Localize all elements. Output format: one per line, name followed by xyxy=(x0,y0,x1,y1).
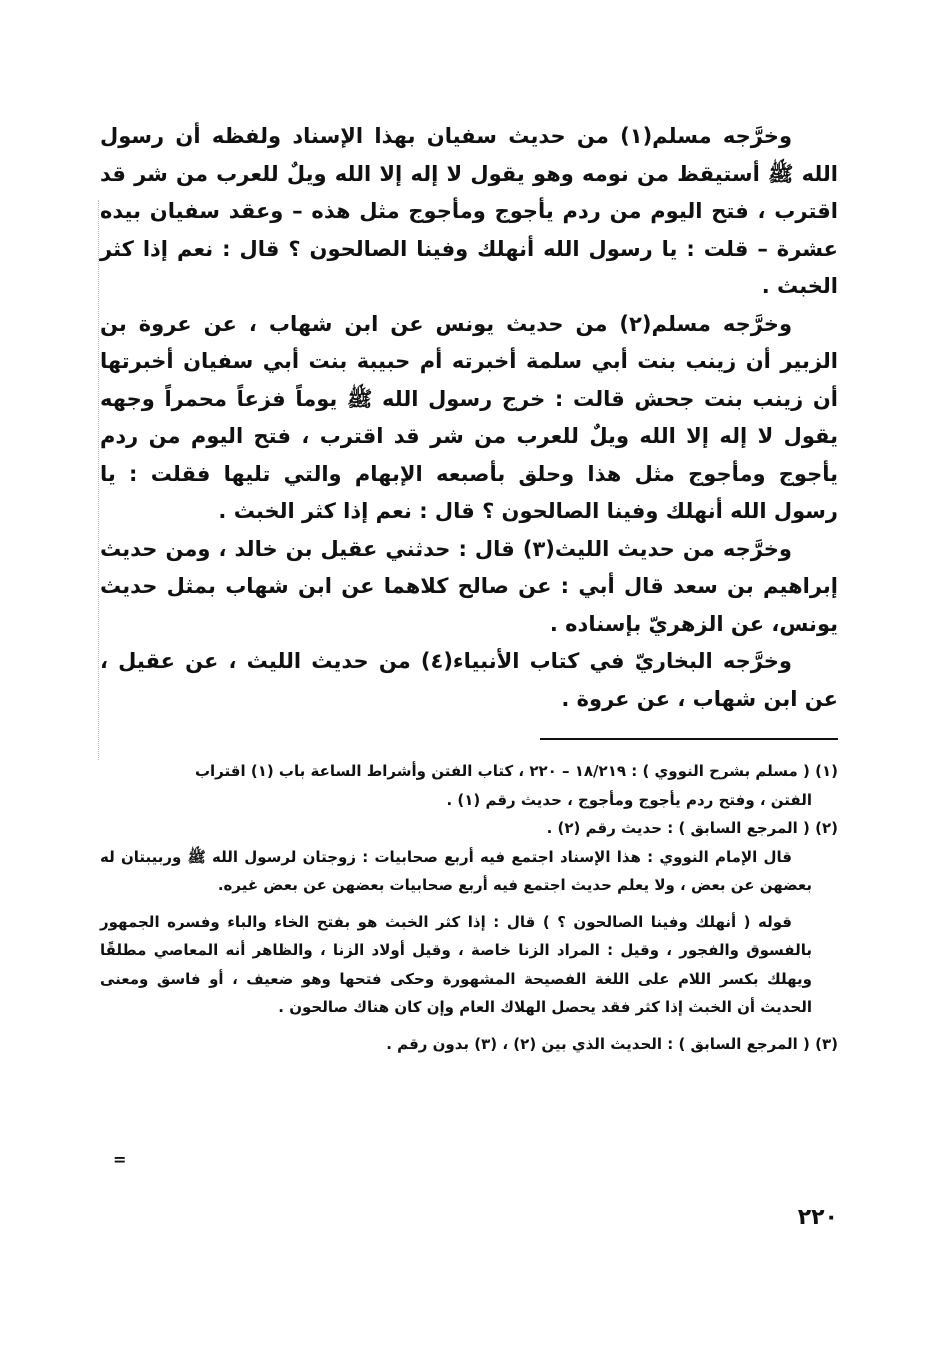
page-number: ٢٢٠ xyxy=(797,1205,838,1230)
footnotes-block xyxy=(100,757,838,1058)
footnote-2-commentary-2: قوله ( أنهلك وفينا الصالحون ؟ ) قال : إذا كثر الخبث هو بفتح الخاء والباء وفسره الجمهور بالفسوق والفجور ، وقيل : المراد الزنا خاصة ، وقيل أولاد الزنا ، والظاهر أنه المعاصي مطلقًا ويهلك بكسر اللام على اللغة الفصيحة المشهورة وحكى فتحها وهو ضعيف ، أو فاسق ومعنى الحديث أن الخبث إذا كثر فقد يحصل الهلاك العام وإن كان هناك صالحون . xyxy=(100,912,812,1016)
footnote-2-commentary-1: قال الإمام النووي : هذا الإسناد اجتمع فيه أربع صحابيات : زوجتان لرسول الله ﷺ وربيبتان له بعضهن عن بعض ، ولا يعلم حديث اجتمع فيه أربع صحابيات بعضهن عن بعض غيره. xyxy=(100,847,812,894)
footnote-2: (٢) ( المرجع السابق ) : حديث رقم (٢) . xyxy=(546,819,838,837)
footnote-separator-rule xyxy=(540,738,838,740)
footnote-1: (١) ( مسلم بشرح النووي ) : ١٨/٢١٩ – ٢٢٠ ، كتاب الفتن وأشراط الساعة باب (١) اقتراب xyxy=(194,762,838,780)
paragraph-3: وخرَّجه من حديث الليث(٣) قال : حدثني عقيل بن خالد ، ومن حديث إبراهيم بن سعد قال أبي : عن صالح كلاهما عن ابن شهاب بمثل حديث يونس، عن الزهريّ بإسناده . xyxy=(100,536,838,636)
main-text-body xyxy=(100,118,838,718)
paragraph-4: وخرَّجه البخاريّ في كتاب الأنبياء(٤) من حديث الليث ، عن عقيل ، عن ابن شهاب ، عن عروة . xyxy=(100,649,838,711)
paragraph-1: وخرَّجه مسلم(١) من حديث سفيان بهذا الإسناد ولفظه أن رسول الله ﷺ أستيقظ من نومه وهو يقول لا إله إلا الله ويلٌ للعرب من شر قد اقترب ، فتح اليوم من ردم يأجوج ومأجوج مثل هذه – وعقد سفيان بيده عشرة – قلت : يا رسول الله أنهلك وفينا الصالحون ؟ قال : نعم إذا كثر الخبث . xyxy=(100,124,838,298)
footnote-continuation-mark: = xyxy=(113,1150,127,1169)
margin-dotted-line xyxy=(98,200,100,760)
paragraph-2: وخرَّجه مسلم(٢) من حديث يونس عن ابن شهاب ، عن عروة بن الزبير أن زينب بنت أبي سلمة أخبرته أم حبيبة بنت أبي سفيان أخبرتها أن زينب بنت جحش قالت : خرج رسول الله ﷺ يوماً فزعاً محمراً وجهه يقول لا إله إلا الله ويلٌ للعرب من شر قد اقترب ، فتح اليوم من ردم يأجوج ومأجوج مثل هذا وحلق بأصبعه الإبهام والتي تليها فقلت : يا رسول الله أنهلك وفينا الصالحون ؟ قال : نعم إذا كثر الخبث . xyxy=(100,311,838,523)
footnote-3: (٣) ( المرجع السابق ) : الحديث الذي بين (٢) ، (٣) بدون رقم . xyxy=(386,1034,838,1053)
footnote-1-continuation: الفتن ، وفتح ردم يأجوج ومأجوج ، حديث رقم (١) . xyxy=(446,790,812,809)
